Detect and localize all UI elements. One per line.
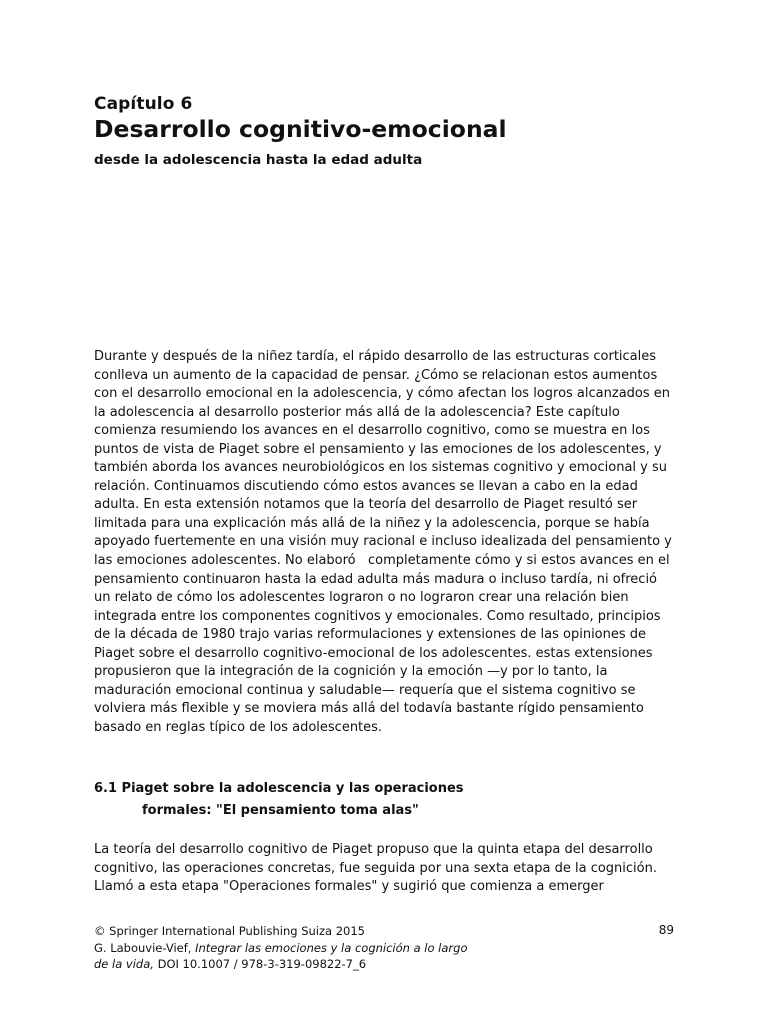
intro-paragraph-line: de la década de 1980 trajo varias reformulaciones y extensiones de las opiniones de [94,627,647,643]
intro-paragraph-line: integrada entre los componentes cognitivos y emocionales. Como resultado, principios [94,608,661,624]
intro-paragraph-line: conlleva un aumento de la capacidad de pensar. ¿Cómo se relacionan estos aumentos [94,367,658,383]
section-paragraph-line: cognitivo, las operaciones concretas, fue seguida por una sexta etapa de la cognición. [94,860,657,876]
intro-paragraph-line: también aborda los avances neurobiológicos en los sistemas cognitivo y emocional y su [94,460,667,476]
page-number: 89 [658,923,674,937]
intro-paragraph-line: comienza resumiendo los avances en el desarrollo cognitivo, como se muestra en los [94,423,650,439]
intro-paragraph [94,348,672,737]
intro-paragraph-line: un relato de cómo los adolescentes lograron o no lograron crear una relación bien [94,590,629,606]
copyright-line: © Springer International Publishing Suiza 2015 [94,924,365,938]
intro-paragraph-line: propusieron que la integración de la cognición y la emoción —y por lo tanto, la [94,664,608,680]
citation-doi: DOI 10.1007 / 978-3-319-09822-7_6 [153,957,367,971]
intro-paragraph-line: limitada para una explicación más allá de la niñez y la adolescencia, porque se había [94,515,650,531]
citation-line-1 [94,940,468,957]
chapter-title: Desarrollo cognitivo-emocional [94,115,507,143]
intro-paragraph-line: Durante y después de la niñez tardía, el rápido desarrollo de las estructuras corticales [94,349,657,364]
citation-line-2 [94,956,468,973]
section-paragraph-line: Llamó a esta etapa "Operaciones formales" y sugirió que comienza a emerger [94,879,604,895]
section-heading-line-1: 6.1 Piaget sobre la adolescencia y las operaciones [94,781,464,796]
section-paragraph [94,841,657,897]
intro-paragraph-line: relación. Continuamos discutiendo cómo estos avances se llevan a cabo en la edad [94,478,638,494]
intro-paragraph-line: la adolescencia al desarrollo posterior más allá de la adolescencia? Este capítulo [94,404,620,420]
intro-paragraph-line: las emociones adolescentes. No elaboró completamente cómo y si estos avances en el [94,553,670,569]
section-paragraph-line: La teoría del desarrollo cognitivo de Piaget propuso que la quinta etapa del desarrollo [94,842,653,857]
intro-paragraph-line: maduración emocional continua y saludable— requería que el sistema cognitivo se [94,682,636,698]
intro-paragraph-line: adulta. En esta extensión notamos que la teoría del desarrollo de Piaget resultó ser [94,497,638,513]
intro-paragraph-line: pensamiento continuaron hasta la edad adulta más madura o incluso tardía, ni ofreció [94,571,658,587]
intro-paragraph-line: con el desarrollo emocional en la adolescencia, y cómo afectan los logros alcanzados en [94,386,671,402]
citation-title-part1: Integrar las emociones y la cognición a lo largo [195,940,468,955]
section-heading-line-2: formales: "El pensamiento toma alas" [142,803,419,818]
citation-title-part2: de la vida, [94,957,154,971]
footer-citation [94,923,468,973]
intro-paragraph-line: puntos de vista de Piaget sobre el pensamiento y las emociones de los adolescentes, y [94,441,662,457]
intro-paragraph-line: volviera más flexible y se moviera más allá del todavía bastante rígido pensamiento [94,701,644,717]
section-heading [94,778,464,822]
intro-paragraph-line: Piaget sobre el desarrollo cognitivo-emocional de los adolescentes. estas extensiones [94,645,653,661]
chapter-subtitle: desde la adolescencia hasta la edad adulta [94,152,423,168]
chapter-label: Capítulo 6 [94,94,193,114]
intro-paragraph-line: apoyado fuertemente en una visión muy racional e incluso idealizada del pensamiento y [94,534,672,550]
intro-paragraph-line: basado en reglas típico de los adolescentes. [94,719,383,735]
citation-author: G. Labouvie-Vief, [94,940,196,955]
